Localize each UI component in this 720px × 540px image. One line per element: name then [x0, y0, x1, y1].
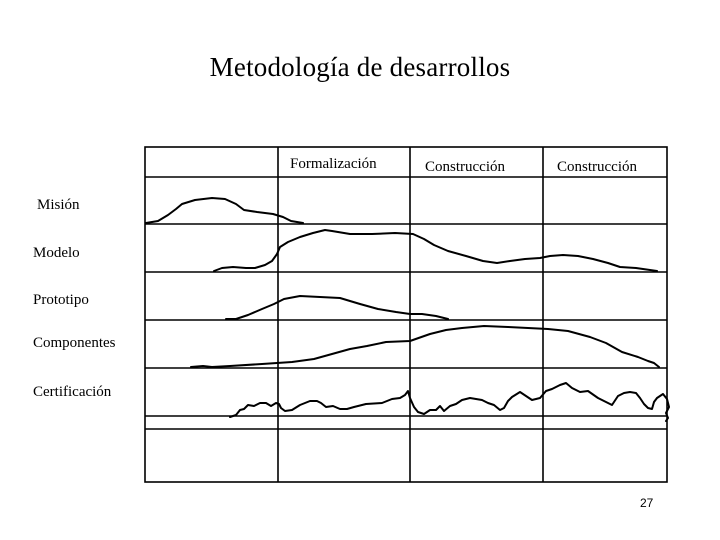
curve-prototipo [226, 296, 448, 319]
row-label-componentes: Componentes [33, 335, 116, 351]
column-header-construccion-1: Construcción [425, 159, 505, 175]
grid-frame [145, 147, 667, 482]
curve-modelo [214, 230, 657, 271]
page-number: 27 [640, 496, 654, 510]
row-label-prototipo: Prototipo [33, 292, 89, 308]
grid [145, 147, 667, 482]
slide-title: Metodología de desarrollos [209, 52, 511, 82]
column-header-formalizacion: Formalización [290, 156, 377, 172]
curve-componentes [191, 326, 659, 367]
row-label-modelo: Modelo [33, 245, 80, 261]
column-header-construccion-2: Construcción [557, 159, 637, 175]
row-label-certificacion: Certificación [33, 384, 112, 400]
row-label-mision: Misión [37, 197, 80, 213]
curve-mision [146, 198, 303, 223]
